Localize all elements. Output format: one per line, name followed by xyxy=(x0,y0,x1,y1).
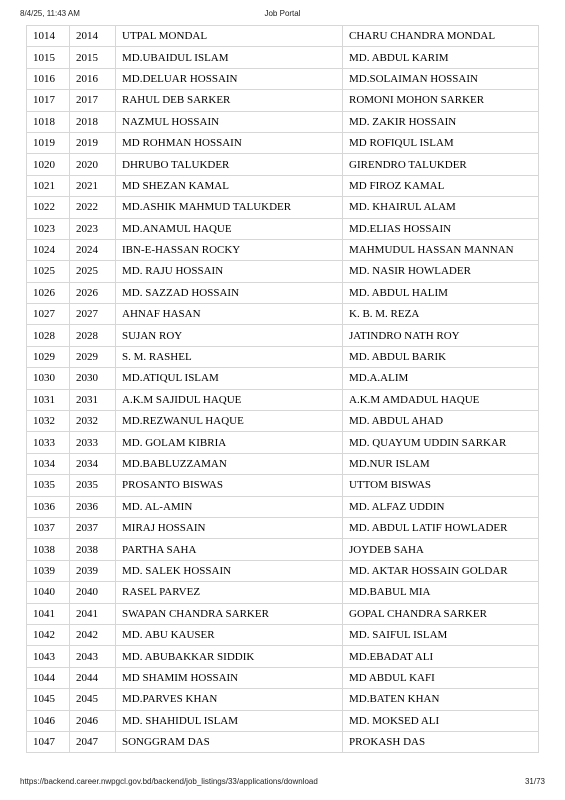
serial-cell: 1036 xyxy=(27,496,70,517)
serial-cell: 1028 xyxy=(27,325,70,346)
roll-cell: 2043 xyxy=(70,646,116,667)
name-cell: NAZMUL HOSSAIN xyxy=(116,111,343,132)
table-row xyxy=(27,432,539,453)
serial-cell: 1041 xyxy=(27,603,70,624)
father-name-cell: MD. MOKSED ALI xyxy=(343,710,539,731)
father-name-cell: MD. ABDUL LATIF HOWLADER xyxy=(343,517,539,538)
table-row xyxy=(27,689,539,710)
serial-cell: 1020 xyxy=(27,154,70,175)
table-row xyxy=(27,175,539,196)
father-name-cell: MD ABDUL KAFI xyxy=(343,667,539,688)
table-row xyxy=(27,197,539,218)
father-name-cell: JATINDRO NATH ROY xyxy=(343,325,539,346)
father-name-cell: A.K.M AMDADUL HAQUE xyxy=(343,389,539,410)
name-cell: MD. RAJU HOSSAIN xyxy=(116,261,343,282)
name-cell: MD.REZWANUL HAQUE xyxy=(116,411,343,432)
table-row xyxy=(27,325,539,346)
father-name-cell: MAHMUDUL HASSAN MANNAN xyxy=(343,239,539,260)
table-row xyxy=(27,218,539,239)
father-name-cell: MD.EBADAT ALI xyxy=(343,646,539,667)
name-cell: PROSANTO BISWAS xyxy=(116,475,343,496)
serial-cell: 1043 xyxy=(27,646,70,667)
serial-cell: 1031 xyxy=(27,389,70,410)
father-name-cell: K. B. M. REZA xyxy=(343,304,539,325)
name-cell: MD. AL-AMIN xyxy=(116,496,343,517)
table-row xyxy=(27,90,539,111)
father-name-cell: MD. ZAKIR HOSSAIN xyxy=(343,111,539,132)
name-cell: SUJAN ROY xyxy=(116,325,343,346)
name-cell: DHRUBO TALUKDER xyxy=(116,154,343,175)
serial-cell: 1019 xyxy=(27,132,70,153)
father-name-cell: MD ROFIQUL ISLAM xyxy=(343,132,539,153)
table-row xyxy=(27,453,539,474)
roll-cell: 2018 xyxy=(70,111,116,132)
roll-cell: 2038 xyxy=(70,539,116,560)
father-name-cell: MD. SAIFUL ISLAM xyxy=(343,624,539,645)
serial-cell: 1040 xyxy=(27,582,70,603)
table-row xyxy=(27,496,539,517)
serial-cell: 1022 xyxy=(27,197,70,218)
name-cell: SONGGRAM DAS xyxy=(116,731,343,752)
roll-cell: 2036 xyxy=(70,496,116,517)
serial-cell: 1017 xyxy=(27,90,70,111)
father-name-cell: MD. ABDUL AHAD xyxy=(343,411,539,432)
roll-cell: 2045 xyxy=(70,689,116,710)
serial-cell: 1032 xyxy=(27,411,70,432)
roll-cell: 2027 xyxy=(70,304,116,325)
roll-cell: 2032 xyxy=(70,411,116,432)
name-cell: AHNAF HASAN xyxy=(116,304,343,325)
roll-cell: 2042 xyxy=(70,624,116,645)
roll-cell: 2021 xyxy=(70,175,116,196)
print-footer xyxy=(0,777,565,789)
serial-cell: 1014 xyxy=(27,26,70,47)
name-cell: RAHUL DEB SARKER xyxy=(116,90,343,111)
father-name-cell: CHARU CHANDRA MONDAL xyxy=(343,26,539,47)
name-cell: IBN-E-HASSAN ROCKY xyxy=(116,239,343,260)
roll-cell: 2041 xyxy=(70,603,116,624)
father-name-cell: MD. ALFAZ UDDIN xyxy=(343,496,539,517)
name-cell: MIRAJ HOSSAIN xyxy=(116,517,343,538)
roll-cell: 2037 xyxy=(70,517,116,538)
name-cell: S. M. RASHEL xyxy=(116,346,343,367)
father-name-cell: MD. KHAIRUL ALAM xyxy=(343,197,539,218)
serial-cell: 1045 xyxy=(27,689,70,710)
name-cell: UTPAL MONDAL xyxy=(116,26,343,47)
father-name-cell: GOPAL CHANDRA SARKER xyxy=(343,603,539,624)
father-name-cell: MD. QUAYUM UDDIN SARKAR xyxy=(343,432,539,453)
table-row xyxy=(27,603,539,624)
serial-cell: 1030 xyxy=(27,368,70,389)
roll-cell: 2015 xyxy=(70,47,116,68)
roll-cell: 2019 xyxy=(70,132,116,153)
serial-cell: 1046 xyxy=(27,710,70,731)
table-row xyxy=(27,731,539,752)
father-name-cell: MD.SOLAIMAN HOSSAIN xyxy=(343,68,539,89)
roll-cell: 2047 xyxy=(70,731,116,752)
serial-cell: 1024 xyxy=(27,239,70,260)
name-cell: RASEL PARVEZ xyxy=(116,582,343,603)
serial-cell: 1026 xyxy=(27,282,70,303)
roll-cell: 2044 xyxy=(70,667,116,688)
serial-cell: 1016 xyxy=(27,68,70,89)
serial-cell: 1029 xyxy=(27,346,70,367)
print-datetime: 8/4/25, 11:43 AM xyxy=(20,9,80,18)
table-row xyxy=(27,111,539,132)
father-name-cell: MD. AKTAR HOSSAIN GOLDAR xyxy=(343,560,539,581)
father-name-cell: MD. ABDUL KARIM xyxy=(343,47,539,68)
name-cell: MD. SAZZAD HOSSAIN xyxy=(116,282,343,303)
table-row xyxy=(27,47,539,68)
table-row xyxy=(27,304,539,325)
serial-cell: 1035 xyxy=(27,475,70,496)
roll-cell: 2028 xyxy=(70,325,116,346)
table-row xyxy=(27,368,539,389)
serial-cell: 1044 xyxy=(27,667,70,688)
name-cell: MD ROHMAN HOSSAIN xyxy=(116,132,343,153)
roll-cell: 2031 xyxy=(70,389,116,410)
serial-cell: 1034 xyxy=(27,453,70,474)
roll-cell: 2017 xyxy=(70,90,116,111)
serial-cell: 1039 xyxy=(27,560,70,581)
name-cell: A.K.M SAJIDUL HAQUE xyxy=(116,389,343,410)
serial-cell: 1023 xyxy=(27,218,70,239)
table-row xyxy=(27,346,539,367)
name-cell: MD.BABLUZZAMAN xyxy=(116,453,343,474)
name-cell: MD.DELUAR HOSSAIN xyxy=(116,68,343,89)
table-row xyxy=(27,282,539,303)
roll-cell: 2039 xyxy=(70,560,116,581)
roll-cell: 2026 xyxy=(70,282,116,303)
father-name-cell: ROMONI MOHON SARKER xyxy=(343,90,539,111)
serial-cell: 1015 xyxy=(27,47,70,68)
name-cell: MD. GOLAM KIBRIA xyxy=(116,432,343,453)
father-name-cell: JOYDEB SAHA xyxy=(343,539,539,560)
name-cell: MD. SHAHIDUL ISLAM xyxy=(116,710,343,731)
roll-cell: 2035 xyxy=(70,475,116,496)
table-row xyxy=(27,411,539,432)
table-row xyxy=(27,68,539,89)
name-cell: MD. SALEK HOSSAIN xyxy=(116,560,343,581)
serial-cell: 1033 xyxy=(27,432,70,453)
roll-cell: 2016 xyxy=(70,68,116,89)
roll-cell: 2029 xyxy=(70,346,116,367)
table-row xyxy=(27,389,539,410)
father-name-cell: MD.ELIAS HOSSAIN xyxy=(343,218,539,239)
father-name-cell: MD.BABUL MIA xyxy=(343,582,539,603)
father-name-cell: MD FIROZ KAMAL xyxy=(343,175,539,196)
table-row xyxy=(27,646,539,667)
serial-cell: 1018 xyxy=(27,111,70,132)
print-header xyxy=(0,9,565,21)
name-cell: MD SHEZAN KAMAL xyxy=(116,175,343,196)
father-name-cell: MD.A.ALIM xyxy=(343,368,539,389)
table-row xyxy=(27,475,539,496)
roll-cell: 2023 xyxy=(70,218,116,239)
father-name-cell: MD. NASIR HOWLADER xyxy=(343,261,539,282)
roll-cell: 2034 xyxy=(70,453,116,474)
table-row xyxy=(27,582,539,603)
roll-cell: 2020 xyxy=(70,154,116,175)
serial-cell: 1021 xyxy=(27,175,70,196)
table-row xyxy=(27,154,539,175)
table-row xyxy=(27,239,539,260)
name-cell: MD.ASHIK MAHMUD TALUKDER xyxy=(116,197,343,218)
table-row xyxy=(27,517,539,538)
page-title: Job Portal xyxy=(264,9,301,18)
roll-cell: 2030 xyxy=(70,368,116,389)
serial-cell: 1042 xyxy=(27,624,70,645)
father-name-cell: MD. ABDUL BARIK xyxy=(343,346,539,367)
roll-cell: 2022 xyxy=(70,197,116,218)
name-cell: MD.PARVES KHAN xyxy=(116,689,343,710)
roll-cell: 2014 xyxy=(70,26,116,47)
name-cell: MD. ABU KAUSER xyxy=(116,624,343,645)
father-name-cell: GIRENDRO TALUKDER xyxy=(343,154,539,175)
father-name-cell: MD.NUR ISLAM xyxy=(343,453,539,474)
name-cell: MD SHAMIM HOSSAIN xyxy=(116,667,343,688)
father-name-cell: PROKASH DAS xyxy=(343,731,539,752)
serial-cell: 1047 xyxy=(27,731,70,752)
table-row xyxy=(27,261,539,282)
name-cell: PARTHA SAHA xyxy=(116,539,343,560)
table-row xyxy=(27,539,539,560)
roll-cell: 2046 xyxy=(70,710,116,731)
roll-cell: 2025 xyxy=(70,261,116,282)
serial-cell: 1038 xyxy=(27,539,70,560)
table-row xyxy=(27,26,539,47)
father-name-cell: UTTOM BISWAS xyxy=(343,475,539,496)
name-cell: MD.ATIQUL ISLAM xyxy=(116,368,343,389)
serial-cell: 1037 xyxy=(27,517,70,538)
serial-cell: 1027 xyxy=(27,304,70,325)
table-row xyxy=(27,132,539,153)
page-url: https://backend.career.nwpgcl.gov.bd/backend/job_listings/33/applications/download xyxy=(20,777,318,786)
table-row xyxy=(27,667,539,688)
table-row xyxy=(27,710,539,731)
father-name-cell: MD. ABDUL HALIM xyxy=(343,282,539,303)
name-cell: MD.ANAMUL HAQUE xyxy=(116,218,343,239)
father-name-cell: MD.BATEN KHAN xyxy=(343,689,539,710)
roll-cell: 2024 xyxy=(70,239,116,260)
roll-cell: 2033 xyxy=(70,432,116,453)
name-cell: MD.UBAIDUL ISLAM xyxy=(116,47,343,68)
applicant-table xyxy=(26,25,539,753)
page-number: 31/73 xyxy=(524,777,545,786)
table-row xyxy=(27,560,539,581)
name-cell: MD. ABUBAKKAR SIDDIK xyxy=(116,646,343,667)
serial-cell: 1025 xyxy=(27,261,70,282)
name-cell: SWAPAN CHANDRA SARKER xyxy=(116,603,343,624)
roll-cell: 2040 xyxy=(70,582,116,603)
table-row xyxy=(27,624,539,645)
